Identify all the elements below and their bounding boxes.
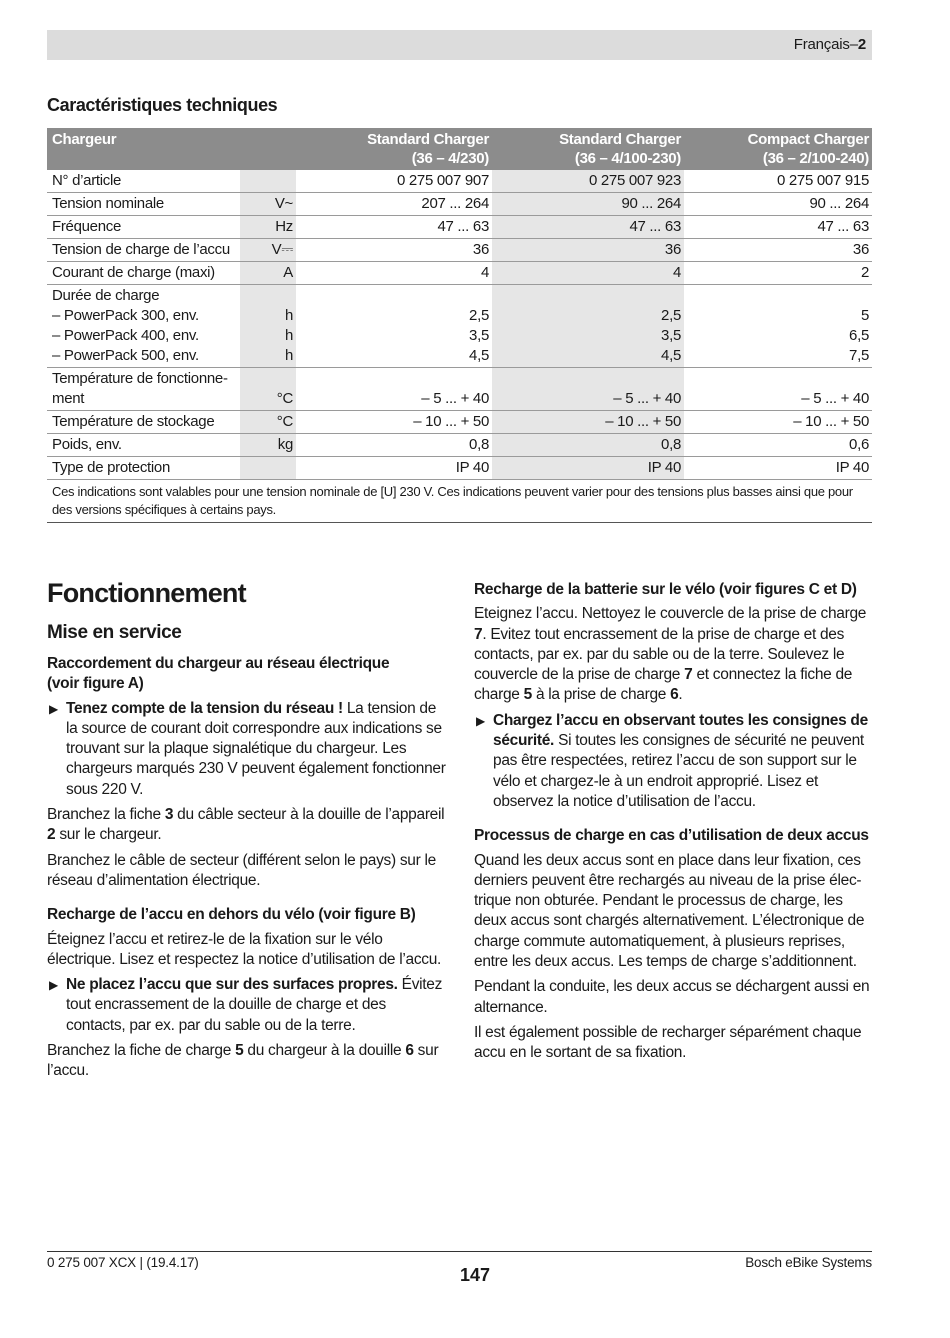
footer-doc-number: 0 275 007 XCX | (19.4.17) [47,1255,199,1270]
specs-table [47,128,872,523]
table-row: Type de protection IP 40 IP 40 IP 40 [47,457,872,480]
specs-header-row [47,128,872,170]
paragraph-recharger-separement: Il est également possible de recharger séparément chaque accu en le sortant de sa fixation. [474,1023,862,1062]
table-row: Fréquence Hz 47 ... 63 47 ... 63 47 ... 63 [47,216,872,239]
paragraph-conduite: Pendant la conduite, les deux accus se déchargent aussi en alternance. [474,978,870,1016]
col-standard-100-230-header: Standard Charger (36 – 4/100-230) [492,128,684,170]
specs-title: Caractéristiques techniques [47,95,278,115]
header-language: Français–2 [793,36,866,53]
heading-recharge-hors-velo: Recharge de l’accu en dehors du vélo (voir figure B) [47,906,416,924]
paragraph-deux-accus: Quand les deux accus sont en place dans leur fixation, ces derniers peuvent être rechargés au niveau de la prise élec-trique non obturée. Pendant le processus de charge, les deux accus sont chargés alternativement. L’électronique de charge commute automatiquement, à plusieurs reprises, entre les deux accus. Les temps de charge s’additionnent. [474,851,865,971]
bullet-surfaces-propres: ▶ Ne placez l’accu que sur des surfaces propres. Évitez tout encrassement de la douille de charge et des contacts, par ex. par du sable ou de la terre. [49,976,443,1034]
heading-recharge-sur-velo: Recharge de la batterie sur le vélo (voir figures C et D) [474,581,857,598]
table-row: N° d’article 0 275 007 907 0 275 007 923 0 275 007 915 [47,170,872,193]
triangle-bullet-icon: ▶ [49,701,58,716]
triangle-bullet-icon: ▶ [476,713,485,728]
footer-divider [47,1251,872,1252]
paragraph-branchez-fiche: Branchez la fiche 3 du câble secteur à la douille de l’appareil 2 sur le chargeur. [47,806,445,844]
header-bar [47,30,872,60]
right-column [474,580,874,1069]
table-row: Tension nominale V~ 207 ... 264 90 ... 264 90 ... 264 [47,193,872,216]
paragraph-branchez-cable: Branchez le câble de secteur (différent selon le pays) sur le réseau d’alimentation électrique. [47,851,436,889]
left-column [47,576,447,1087]
section-heading-fonctionnement: Fonctionnement [47,578,246,608]
heading-deux-accus: Processus de charge en cas d’utilisation de deux accus [474,827,869,845]
footer-brand: Bosch eBike Systems [745,1255,872,1270]
footer-page-number: 147 [459,1265,491,1285]
triangle-bullet-icon: ▶ [49,978,58,993]
col-compact-header: Compact Charger (36 – 2/100-240) [684,128,872,170]
subheading-mise-en-service: Mise en service [47,622,182,643]
col-label-header: Chargeur [47,128,296,170]
table-row: Courant de charge (maxi) A 4 4 2 [47,262,872,285]
bullet-consignes-securite: ▶ Chargez l’accu en observant toutes les consignes de sécurité. Si toutes les consignes de sécurité ne peuvent pas être respectées, retirez l’accu de son support sur le vélo et chargez-le à un endroit approprié. Lisez et observez la notice d’utilisation de l’accu. [476,711,868,810]
table-row-duration: Durée de charge – PowerPack 300, env. – PowerPack 400, env. – PowerPack 500, env. h h h 2,5 3,5 4,5 2,5 3,5 4,5 5 6,5 7,5 [47,285,872,368]
paragraph-fiche-de-charge: Branchez la fiche de charge 5 du chargeur à la douille 6 sur l’accu. [47,1042,439,1080]
heading-raccordement: Raccordement du chargeur au réseau électrique (voir figure A) [47,655,390,693]
table-row: Poids, env. kg 0,8 0,8 0,6 [47,434,872,457]
paragraph-eteignez-accu: Éteignez l’accu et retirez-le de la fixation sur le vélo électrique. Lisez et respectez la notice d’utilisation de l’accu. [47,930,442,968]
table-row: Température de stockage °C – 10 ... + 50 – 10 ... + 50 – 10 ... + 50 [47,411,872,434]
col-standard-230-header: Standard Charger (36 – 4/230) [296,128,492,170]
bullet-tension-reseau: ▶ Tenez compte de la tension du réseau ! La tension de la source de courant doit correspondre aux indications se trouvant sur la plaque signalétique du chargeur. Les chargeurs marqués 230 V peuvent également fonctionner sous 220 V. [49,699,446,798]
table-note: Ces indications sont valables pour une tension nominale de [U] 230 V. Ces indications peuvent varier pour des tensions plus basses ainsi que pour des versions spécifiques à certains pays. [47,480,872,523]
paragraph-nettoyez-couvercle: Eteignez l’accu. Nettoyez le couvercle de la prise de charge 7. Evitez tout encrassement de la prise de charge et des contacts, par ex. par du sable ou de la terre. Soulevez le couvercle de la prise de charge 7 et connectez la fiche de charge 5 à la prise de charge 6. [474,605,867,704]
table-row: Tension de charge de l’accu V⎓ 36 36 36 [47,239,872,262]
table-row-operating-temp: Température de fonctionne- ment °C – 5 ... + 40 – 5 ... + 40 – 5 ... + 40 [47,368,872,411]
table-note-row [47,480,872,523]
